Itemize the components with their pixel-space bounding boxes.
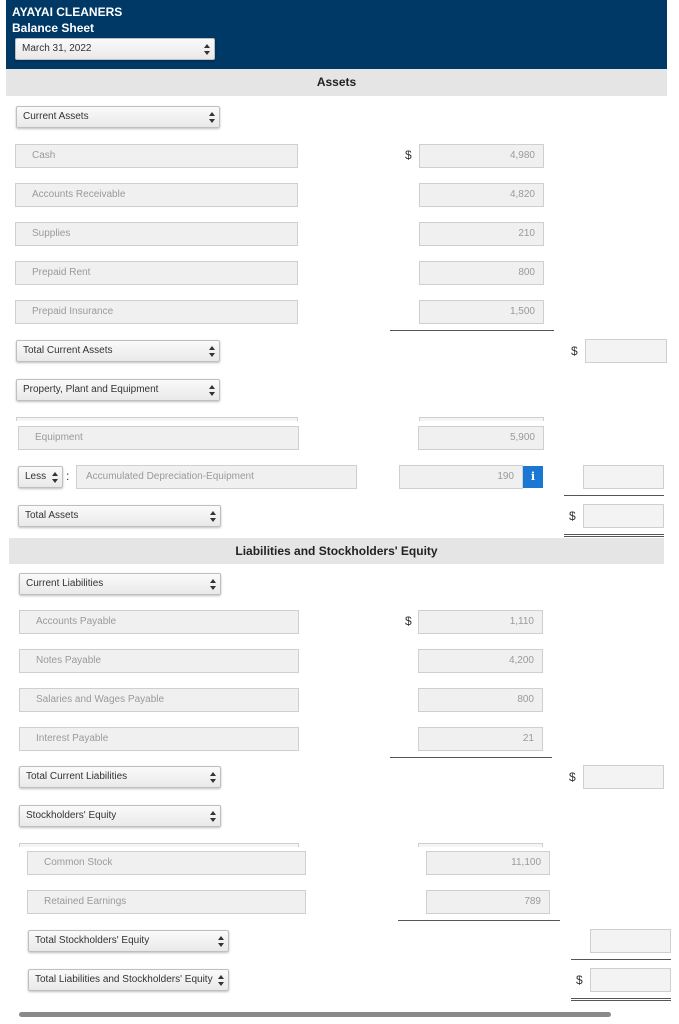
total-assets-label: Total Assets [25,510,79,521]
total-current-liabilities-label: Total Current Liabilities [26,771,128,782]
less-select[interactable] [18,466,63,488]
select-arrows-icon [52,472,58,483]
less-select-label: Less [25,471,47,482]
company-name: AYAYAI CLEANERS [12,5,123,19]
select-arrows-icon [218,936,224,947]
total-liabilities-equity-label: Total Liabilities and Stockholders' Equity [35,974,213,985]
ppe-select[interactable] [16,379,220,401]
date-select[interactable] [15,38,215,60]
stockholders-equity-select[interactable] [19,805,221,827]
prepaid-insurance-label-field[interactable]: Prepaid Insurance [15,300,298,324]
prepaid-rent-amount-field[interactable]: 800 [419,261,544,285]
total-liabilities-equity-amount-field[interactable] [590,968,671,992]
total-assets-select[interactable] [18,505,221,527]
retained-earnings-amount-field[interactable]: 789 [426,890,550,914]
field-stub [16,417,298,421]
common-stock-label-field[interactable]: Common Stock [27,851,306,875]
subtotal-underline [564,495,664,496]
field-stub [419,417,544,421]
current-liabilities-label: Current Liabilities [26,578,104,589]
subtotal-underline [398,920,560,921]
cash-amount-field[interactable]: 4,980 [419,144,544,168]
select-arrows-icon [210,772,216,783]
select-arrows-icon [209,112,215,123]
total-double-underline [571,998,671,1001]
prepaid-rent-label-field[interactable]: Prepaid Rent [15,261,298,285]
prepaid-insurance-amount-field[interactable]: 1,500 [419,300,544,324]
liabilities-equity-section-header: Liabilities and Stockholders' Equity [9,538,664,564]
current-assets-label: Current Assets [23,111,89,122]
subtotal-underline [390,330,554,331]
salaries-wages-payable-label-field[interactable]: Salaries and Wages Payable [19,688,299,712]
supplies-label-field[interactable]: Supplies [15,222,298,246]
interest-payable-label-field[interactable]: Interest Payable [19,727,299,751]
subtotal-underline [390,757,552,758]
common-stock-amount-field[interactable]: 11,100 [426,851,550,875]
assets-section-header: Assets [6,69,667,96]
total-current-assets-amount-field[interactable] [585,339,667,363]
total-stockholders-equity-select[interactable] [28,930,229,952]
dollar-sign: $ [405,148,412,162]
total-current-assets-select[interactable] [16,340,220,362]
salaries-wages-payable-amount-field[interactable]: 800 [418,688,543,712]
accounts-receivable-amount-field[interactable]: 4,820 [419,183,544,207]
select-arrows-icon [209,346,215,357]
field-stub [418,843,543,847]
current-liabilities-select[interactable] [19,573,221,595]
accounts-payable-amount-field[interactable]: 1,110 [418,610,543,634]
subtotal-underline [571,959,671,960]
total-liabilities-equity-select[interactable] [28,969,229,991]
accumulated-depreciation-label-field[interactable]: Accumulated Depreciation-Equipment [76,465,357,489]
supplies-amount-field[interactable]: 210 [419,222,544,246]
dollar-sign: $ [569,770,576,784]
net-ppe-amount-field[interactable] [583,465,664,489]
total-current-liabilities-amount-field[interactable] [583,765,664,789]
total-double-underline [564,534,664,537]
cash-label-field[interactable]: Cash [15,144,298,168]
dollar-sign: $ [576,973,583,987]
notes-payable-label-field[interactable]: Notes Payable [19,649,299,673]
interest-payable-amount-field[interactable]: 21 [418,727,543,751]
dollar-sign: $ [571,344,578,358]
date-select-label: March 31, 2022 [22,43,92,54]
equipment-label-field[interactable]: Equipment [18,426,299,450]
accounts-receivable-label-field[interactable]: Accounts Receivable [15,183,298,207]
total-current-liabilities-select[interactable] [19,766,221,788]
current-assets-select[interactable] [16,106,220,128]
colon-separator: : [66,469,70,483]
horizontal-scrollbar[interactable] [19,1012,611,1017]
dollar-sign: $ [569,509,576,523]
total-current-assets-label: Total Current Assets [23,345,113,356]
info-icon[interactable]: i [523,466,543,488]
total-stockholders-equity-amount-field[interactable] [590,929,671,953]
accumulated-depreciation-amount-field[interactable]: 190 [399,465,523,489]
total-assets-amount-field[interactable] [583,504,664,528]
total-stockholders-equity-label: Total Stockholders' Equity [35,935,150,946]
ppe-label: Property, Plant and Equipment [23,384,159,395]
statement-title: Balance Sheet [12,21,95,35]
field-stub [19,843,299,847]
select-arrows-icon [204,44,210,55]
stockholders-equity-label: Stockholders' Equity [26,810,117,821]
retained-earnings-label-field[interactable]: Retained Earnings [27,890,306,914]
select-arrows-icon [209,385,215,396]
select-arrows-icon [210,811,216,822]
select-arrows-icon [218,975,224,986]
select-arrows-icon [210,511,216,522]
accounts-payable-label-field[interactable]: Accounts Payable [19,610,299,634]
notes-payable-amount-field[interactable]: 4,200 [418,649,543,673]
equipment-amount-field[interactable]: 5,900 [418,426,544,450]
dollar-sign: $ [405,614,412,628]
select-arrows-icon [210,579,216,590]
